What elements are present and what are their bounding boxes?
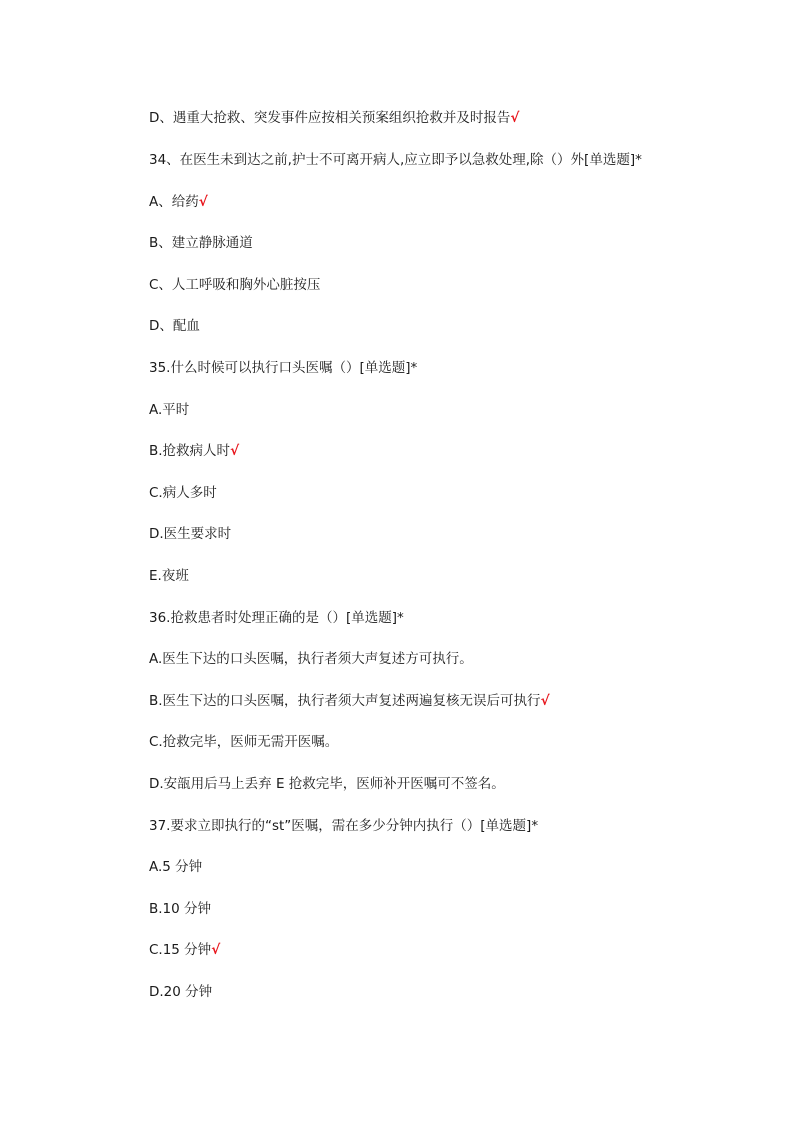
line-text: D.医生要求时 bbox=[149, 526, 232, 542]
option-line bbox=[149, 193, 208, 211]
line-text: B、建立静脉通道 bbox=[149, 235, 253, 251]
line-text: 37.要求立即执行的“st”医嘱，需在多少分钟内执行（）[单选题]* bbox=[149, 818, 539, 834]
line-text: 34、在医生未到达之前,护士不可离开病人,应立即予以急救处理,除（）外[单选题]* bbox=[149, 152, 642, 168]
line-text: D、遇重大抢救、突发事件应按相关预案组织抢救并及时报告 bbox=[149, 110, 511, 126]
correct-checkmark: √ bbox=[510, 110, 520, 126]
line-text: C.病人多时 bbox=[149, 485, 217, 501]
line-text: 36.抢救患者时处理正确的是（）[单选题]* bbox=[149, 610, 404, 626]
correct-checkmark: √ bbox=[211, 942, 221, 958]
correct-checkmark: √ bbox=[540, 693, 550, 709]
question-line bbox=[149, 151, 642, 169]
option-line bbox=[149, 442, 239, 460]
option-line bbox=[149, 317, 200, 335]
option-line bbox=[149, 567, 189, 585]
option-line bbox=[149, 941, 220, 959]
question-line bbox=[149, 609, 404, 627]
option-line bbox=[149, 525, 231, 543]
line-text: B.抢救病人时 bbox=[149, 443, 231, 459]
option-line bbox=[149, 692, 550, 710]
option-line bbox=[149, 650, 473, 668]
correct-checkmark: √ bbox=[230, 443, 240, 459]
line-text: B.医生下达的口头医嘱，执行者须大声复述两遍复核无误后可执行 bbox=[149, 693, 541, 709]
option-line bbox=[149, 401, 189, 419]
line-text: E.夜班 bbox=[149, 568, 189, 584]
question-line bbox=[149, 359, 417, 377]
line-text: D、配血 bbox=[149, 318, 200, 334]
line-text: C、人工呼吸和胸外心脏按压 bbox=[149, 277, 321, 293]
option-line bbox=[149, 234, 253, 252]
line-text: A.平时 bbox=[149, 402, 190, 418]
line-text: A.医生下达的口头医嘱，执行者须大声复述方可执行。 bbox=[149, 651, 473, 667]
option-line bbox=[149, 733, 338, 751]
option-line bbox=[149, 983, 212, 1001]
option-line bbox=[149, 276, 320, 294]
question-line bbox=[149, 817, 538, 835]
line-text: D.20 分钟 bbox=[149, 984, 213, 1000]
option-line bbox=[149, 109, 519, 127]
line-text: C.15 分钟 bbox=[149, 942, 212, 958]
option-line bbox=[149, 858, 202, 876]
line-text: A.5 分钟 bbox=[149, 859, 203, 875]
line-text: A、给药 bbox=[149, 194, 199, 210]
line-text: D.安瓿用后马上丢弃 E 抢救完毕，医师补开医嘱可不签名。 bbox=[149, 776, 505, 792]
correct-checkmark: √ bbox=[198, 194, 208, 210]
line-text: B.10 分钟 bbox=[149, 901, 212, 917]
line-text: C.抢救完毕，医师无需开医嘱。 bbox=[149, 734, 339, 750]
option-line bbox=[149, 900, 211, 918]
option-line bbox=[149, 484, 217, 502]
option-line bbox=[149, 775, 505, 793]
line-text: 35.什么时候可以执行口头医嘱（）[单选题]* bbox=[149, 360, 418, 376]
